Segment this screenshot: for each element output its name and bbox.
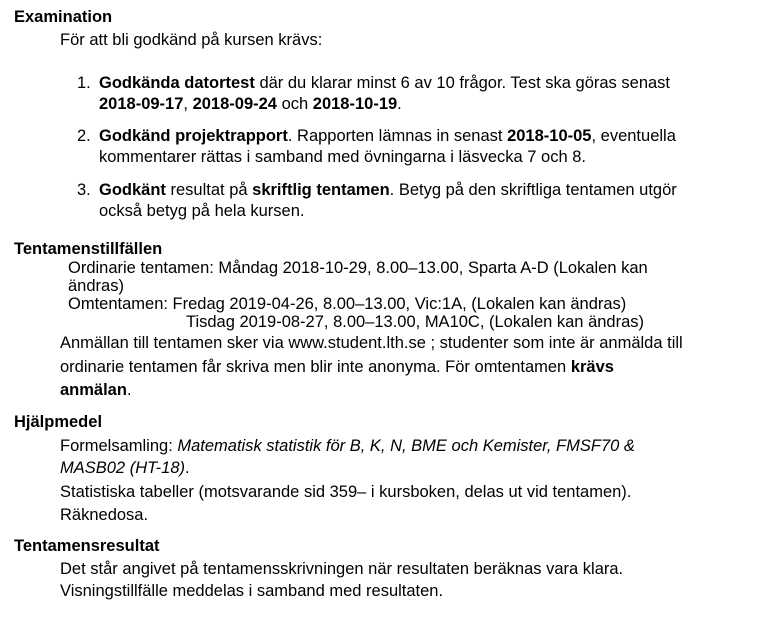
item-line-1: Godkända datortest där du klarar minst 6 av 10 frågor. Test ska göras senast (99, 74, 671, 92)
item-line-2: 2018-09-17, 2018-09-24 och 2018-10-19. (99, 95, 402, 113)
item-number: 3. (77, 181, 91, 199)
tentamenstillfallen-heading: Tentamenstillfällen (14, 240, 163, 258)
tentamensresultat-line-2: Visningstillfälle meddelas i samband med resultaten. (60, 582, 444, 600)
omtentamen-line-2: Tisdag 2019-08-27, 8.00–13.00, MA10C, (Lokalen kan ändras) (186, 313, 645, 331)
item-line-1: Godkänd projektrapport. Rapporten lämnas in senast 2018-10-05, eventuella (99, 127, 676, 145)
omtentamen-line-1: Omtentamen: Fredag 2019-04-26, 8.00–13.00, Vic:1A, (Lokalen kan ändras) (68, 295, 627, 313)
anmalan-line-1: Anmällan till tentamen sker via www.student.lth.se ; studenter som inte är anmälda till (60, 334, 683, 352)
examination-intro: För att bli godkänd på kursen krävs: (60, 31, 323, 49)
ordinarie-tentamen-line-1: Ordinarie tentamen: Måndag 2018-10-29, 8.00–13.00, Sparta A-D (Lokalen kan (68, 259, 648, 277)
item-line-2: kommentarer rättas i samband med övningarna i läsvecka 7 och 8. (99, 148, 586, 166)
anmalan-line-2: ordinarie tentamen får skriva men blir inte anonyma. För omtentamen krävs (60, 358, 614, 376)
raknedosa: Räknedosa. (60, 506, 149, 524)
formelsamling-line-1: Formelsamling: Matematisk statistik för B, K, N, BME och Kemister, FMSF70 & (60, 437, 635, 455)
ordinarie-tentamen-line-2: ändras) (68, 277, 124, 295)
tentamensresultat-line-1: Det står angivet på tentamensskrivningen när resultaten beräknas vara klara. (60, 560, 624, 578)
hjalpmedel-heading: Hjälpmedel (14, 413, 103, 431)
item-line-1: Godkänt resultat på skriftlig tentamen. Betyg på den skriftliga tentamen utgör (99, 181, 677, 199)
anmalan-line-3: anmälan. (60, 381, 132, 399)
examination-heading: Examination (14, 8, 113, 26)
item-line-2: också betyg på hela kursen. (99, 202, 305, 220)
tentamensresultat-heading: Tentamensresultat (14, 537, 160, 555)
statistiska-tabeller: Statistiska tabeller (motsvarande sid 359– i kursboken, delas ut vid tentamen). (60, 483, 632, 501)
item-number: 2. (77, 127, 91, 145)
item-number: 1. (77, 74, 91, 92)
formelsamling-line-2: MASB02 (HT-18). (60, 459, 190, 477)
